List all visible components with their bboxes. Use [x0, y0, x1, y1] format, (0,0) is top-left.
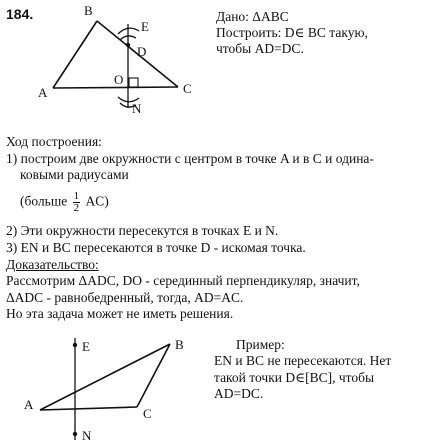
side-ab — [53, 21, 97, 88]
label-b: B — [84, 3, 93, 18]
fraction-numerator: 1 — [73, 190, 80, 202]
label-a-2: A — [24, 397, 34, 412]
point-d-dot — [126, 43, 130, 47]
point-n-dot — [73, 432, 77, 436]
label-e-2: E — [82, 339, 90, 354]
step1-line-2: ковыми радиусами — [20, 167, 129, 182]
example-line-3: такой точки D∈[BC], чтобы — [214, 370, 375, 385]
proof-line-3: Но эта задача может не иметь решения. — [6, 306, 234, 321]
point-e-dot — [73, 343, 77, 347]
radius-condition — [20, 191, 109, 214]
label-b-2: B — [175, 337, 184, 352]
half-fraction — [73, 191, 81, 214]
example-line-4: AD=DC. — [214, 386, 264, 401]
label-e: E — [141, 19, 149, 34]
step2-text: 2) Эти окружности пересекутся в точках E и N. — [6, 223, 279, 238]
label-a: A — [38, 85, 48, 100]
label-n: N — [132, 101, 142, 116]
construction-figure — [0, 0, 215, 120]
side-ac-2 — [40, 407, 137, 410]
proof-line-2: ΔADC - равнобедренный, тогда, AD=AC. — [6, 290, 244, 305]
proof-line-1: Рассмотрим ΔADC, DO - серединный перпендикуляр, значит, — [6, 273, 360, 288]
radius-bracket-close: AC) — [85, 193, 109, 209]
given-line-1: Дано: ΔABC — [216, 9, 289, 24]
step1-line-1: 1) построим две окружности с центром в точке A и в C и одина- — [6, 151, 374, 166]
fraction-denominator: 2 — [73, 202, 80, 214]
side-ac — [53, 87, 178, 88]
label-c-2: C — [143, 406, 152, 421]
given-line-2: Построить: D∈ BC такую, — [216, 25, 368, 40]
radius-bracket-open: (больше — [20, 193, 68, 209]
construction-title: Ход построения: — [6, 134, 102, 149]
label-o: O — [114, 72, 124, 87]
step3-text: 3) EN и BC пересекаются в точке D - искомая точка. — [6, 240, 306, 255]
given-line-3: чтобы AD=DC. — [216, 41, 304, 56]
right-angle-mark — [129, 78, 138, 87]
label-n-2: N — [82, 428, 92, 443]
example-line-1: Пример: — [236, 337, 285, 352]
label-d: D — [137, 44, 147, 59]
problem-number: 184. — [6, 6, 34, 22]
example-line-2: EN и BC не пересекаются. Нет — [214, 353, 392, 368]
side-bc-2 — [137, 344, 170, 407]
proof-title: Доказательство: — [6, 257, 99, 272]
label-c: C — [183, 81, 192, 96]
side-ab-2 — [40, 344, 170, 410]
counterexample-figure — [0, 322, 200, 444]
